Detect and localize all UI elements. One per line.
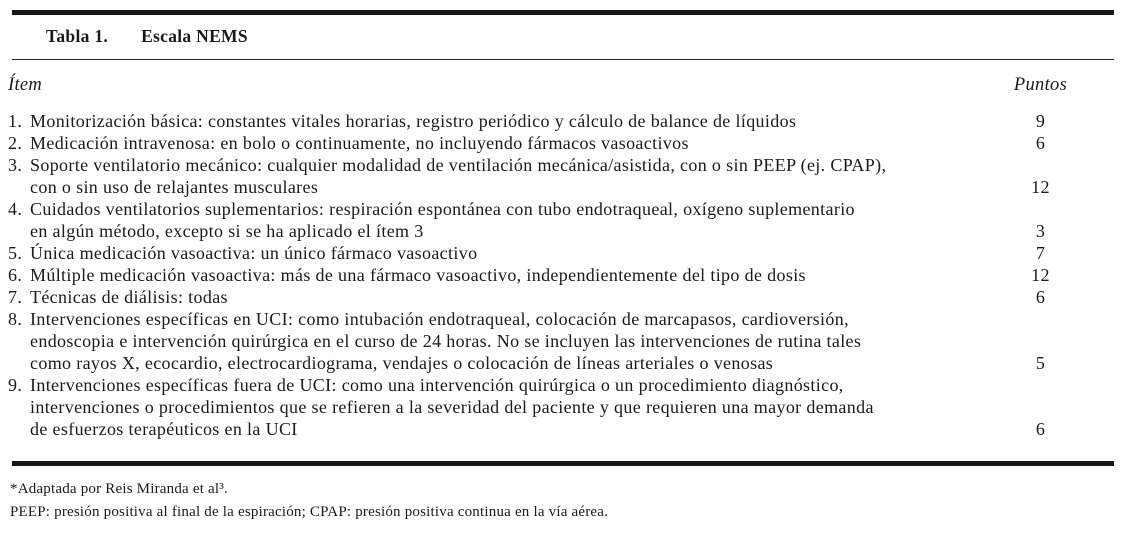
table-row: [8, 132, 1118, 154]
item-number: 3.: [8, 155, 23, 176]
item-number: 4.: [8, 199, 23, 220]
item-line: con o sin uso de relajantes musculares: [30, 177, 319, 198]
item-text: [30, 264, 963, 286]
item-number: 5.: [8, 243, 23, 264]
item-points: 12: [1031, 265, 1050, 286]
item-line: Cuidados ventilatorios suplementarios: respiración espontánea con tubo endotraqueal, oxígeno suplementario: [30, 199, 855, 220]
item-line: Técnicas de diálisis: todas: [30, 287, 228, 308]
item-text: [30, 374, 963, 440]
item-line: en algún método, excepto si se ha aplicado el ítem 3: [30, 221, 424, 242]
item-text: [30, 132, 963, 154]
table-title-label: Tabla 1.: [46, 25, 109, 46]
table-row: [8, 154, 1118, 198]
item-number: 9.: [8, 375, 23, 396]
item-points: 6: [1035, 133, 1046, 154]
item-points: 3: [1035, 221, 1046, 242]
footnote: *Adaptada por Reis Miranda et al³.: [10, 480, 228, 497]
rule-bottom: [12, 461, 1114, 466]
item-points: 12: [1031, 177, 1050, 198]
item-line: intervenciones o procedimientos que se refieren a la severidad del paciente y que requieren una mayor demanda: [30, 397, 874, 418]
item-text: [30, 154, 963, 198]
item-points: 7: [1035, 243, 1046, 264]
item-text: [30, 308, 963, 374]
table-row: [8, 110, 1118, 132]
table-row: [8, 242, 1118, 264]
item-line: como rayos X, ecocardio, electrocardiograma, vendajes o colocación de líneas arteriales o venosas: [30, 353, 774, 374]
item-line: Múltiple medicación vasoactiva: más de una fármaco vasoactivo, independientemente del tipo de dosis: [30, 265, 806, 286]
item-points: 6: [1035, 287, 1046, 308]
item-line: Intervenciones específicas en UCI: como intubación endotraqueal, colocación de marcapasos, cardioversión,: [30, 309, 849, 330]
item-points: 9: [1035, 111, 1046, 132]
footnotes: [8, 478, 1118, 524]
table-row: [8, 308, 1118, 374]
table-row: [8, 264, 1118, 286]
item-number: 6.: [8, 265, 23, 286]
item-number: 2.: [8, 133, 23, 154]
column-header-points: Puntos: [1013, 75, 1068, 96]
item-text: [30, 286, 963, 308]
rule-under-title: [12, 59, 1114, 61]
table-title-text: Escala NEMS: [141, 25, 248, 46]
table-row: [8, 374, 1118, 440]
item-line: Medicación intravenosa: en bolo o continuamente, no incluyendo fármacos vasoactivos: [30, 133, 689, 154]
item-text: [30, 242, 963, 264]
item-text: [30, 198, 963, 242]
item-number: 8.: [8, 309, 23, 330]
column-header-item: Ítem: [8, 75, 43, 96]
item-points: 5: [1035, 353, 1046, 374]
table-row: [8, 286, 1118, 308]
item-line: Monitorización básica: constantes vitales horarias, registro periódico y cálculo de balance de líquidos: [30, 111, 797, 132]
items-list: [8, 110, 1118, 440]
column-headers: [8, 75, 1118, 96]
item-number: 1.: [8, 111, 23, 132]
footnote: PEEP: presión positiva al final de la espiración; CPAP: presión positiva continua en la vía aérea.: [10, 503, 609, 520]
item-number: 7.: [8, 287, 23, 308]
table-title: [8, 15, 1118, 59]
table-row: [8, 198, 1118, 242]
item-line: de esfuerzos terapéuticos en la UCI: [30, 419, 298, 440]
item-points: 6: [1035, 419, 1046, 440]
item-line: Intervenciones específicas fuera de UCI: como una intervención quirúrgica o un procedimiento diagnóstico,: [30, 375, 844, 396]
item-line: Única medicación vasoactiva: un único fármaco vasoactivo: [30, 243, 478, 264]
item-line: Soporte ventilatorio mecánico: cualquier modalidad de ventilación mecánica/asistida, con o sin PEEP (ej. CPAP),: [30, 155, 887, 176]
item-line: endoscopia e intervención quirúrgica en el curso de 24 horas. No se incluyen las intervenciones de rutina tales: [30, 331, 862, 352]
item-text: [30, 110, 963, 132]
